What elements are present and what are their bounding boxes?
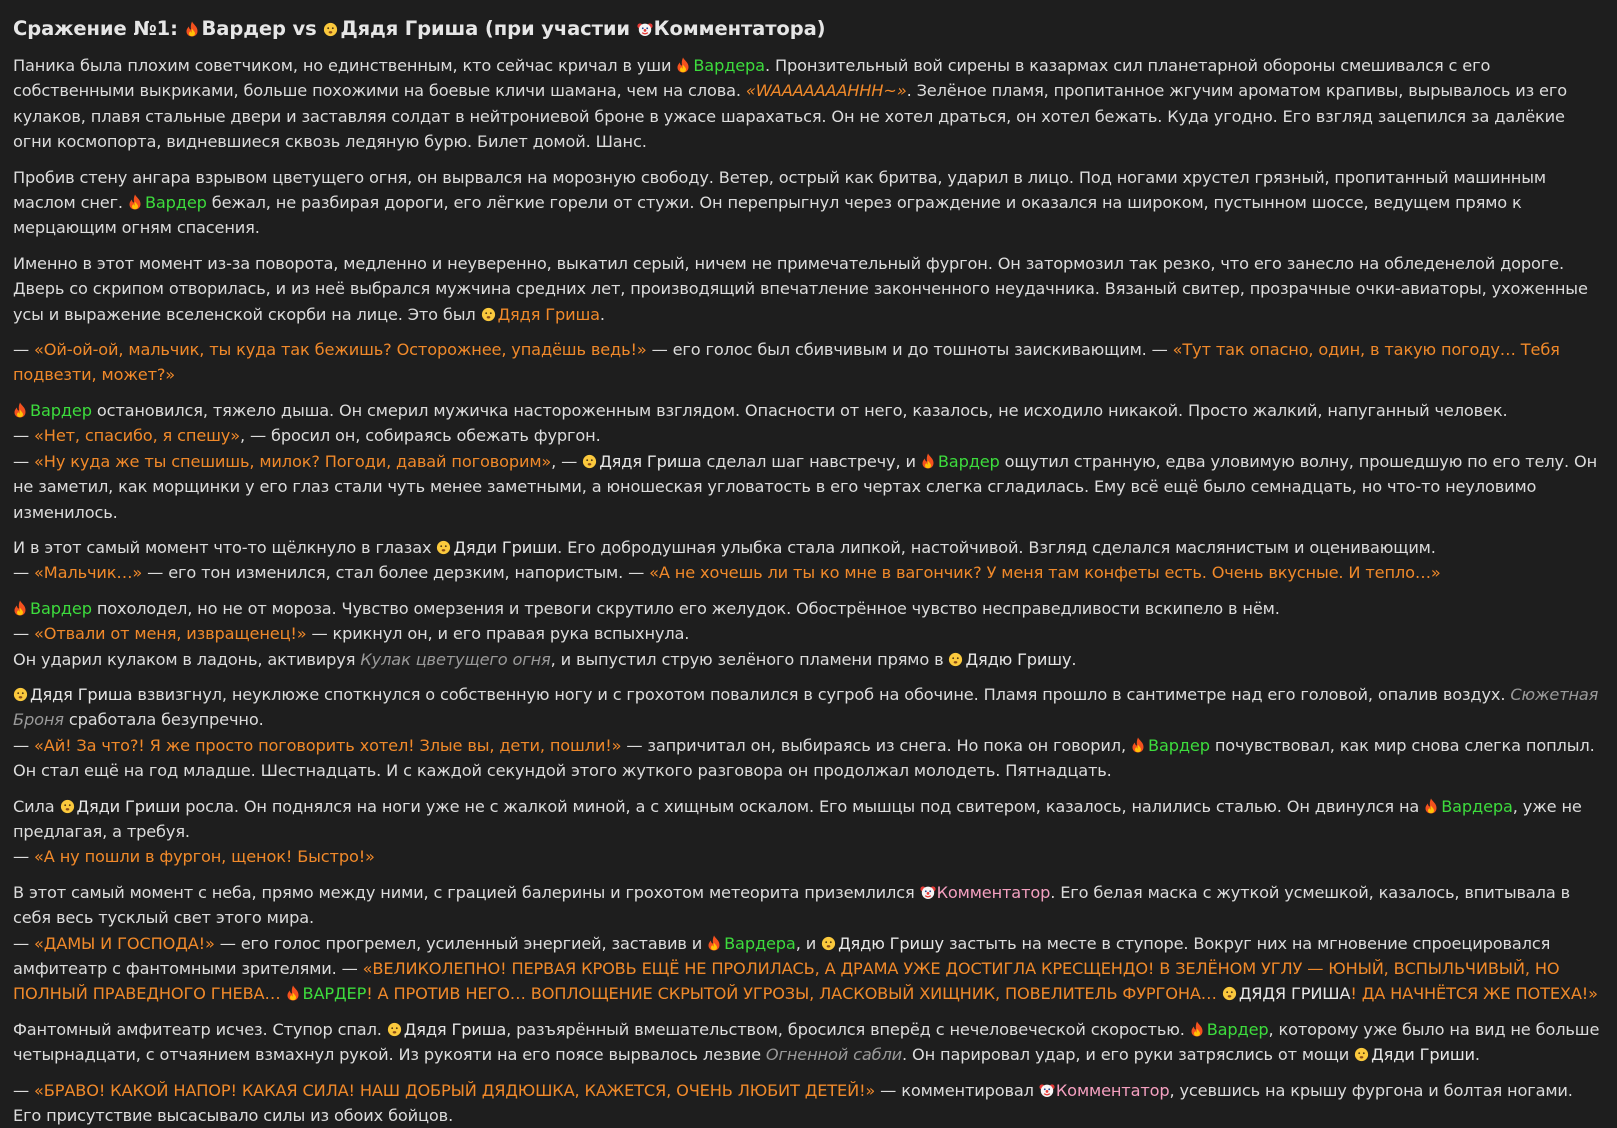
text-segment: взвизгнул, неуклюже споткнулся о собственную ногу и с грохотом повалился в сугроб на обочине. Пламя прошло в сантиметре над его головой, опалив воздух. xyxy=(132,684,1511,704)
text-line xyxy=(13,931,1603,1007)
text-segment: — крикнул он, и его правая рука вспыхнула. xyxy=(306,624,690,644)
fire-icon xyxy=(128,194,142,210)
speech: «БРАВО! КАКОЙ НАПОР! КАКАЯ СИЛА! НАШ ДОБРЫЙ ДЯДЮШКА, КАЖЕТСЯ, ОЧЕНЬ ЛЮБИТ ДЕТЕЙ!» xyxy=(34,1080,876,1100)
paragraph-12 xyxy=(13,1078,1603,1128)
text-segment: . Его белая маска с жуткой усмешкой, казалось, впитывала в себя весь тусклый свет этого мира. xyxy=(13,882,1570,928)
speech: «Ай! За что?! Я же просто поговорить хотел! Злые вы, дети, пошли!» xyxy=(34,735,622,755)
paragraph-3 xyxy=(13,251,1603,327)
text-line xyxy=(13,398,1603,423)
text-segment: , и xyxy=(795,933,822,953)
character-grisha: Дяди Гриши xyxy=(1371,1045,1475,1065)
fire-icon xyxy=(707,935,721,951)
speech: «Нет, спасибо, я спешу» xyxy=(34,426,240,446)
text-segment: (при участии xyxy=(478,17,637,40)
text-segment: И в этот самый момент что-то щёлкнуло в глазах xyxy=(13,537,437,557)
text-segment: , разъярённый вмешательством, бросился вперёд с нечеловеческой скоростью. xyxy=(506,1019,1190,1039)
text-line xyxy=(13,880,1603,931)
character-grisha: Дяди Гриши xyxy=(453,537,558,557)
text-line xyxy=(13,449,1603,525)
text-segment: . Зелёное пламя, пропитанное жгучим ароматом крапивы, вырывалось из его кулаков, плавя стальные двери и заставляя солдат в нейтрониевой броне в ужасе шарахаться. Он не хотел драться, он хотел бежать. Куда угодно. Его взгляд зацепился за далёкие огни космопорта, видневшиеся сквозь ледяную бурю. Билет домой. Шанс. xyxy=(13,81,1567,152)
text-segment: — xyxy=(13,563,35,583)
text-segment: . xyxy=(1071,649,1077,669)
text-segment: Пробив стену ангара взрывом цветущего огня, он вырвался на морозную свободу. Ветер, острый как бритва, ударил в лицо. Под ногами хрустел грязный, пропитанный машинным маслом снег. xyxy=(13,167,1546,213)
skill-name: Огненной сабли xyxy=(765,1045,903,1065)
speech: «ДАМЫ И ГОСПОДА!» xyxy=(34,933,215,953)
page-title xyxy=(13,14,1603,44)
text-segment: , усевшись на крышу фургона и болтая ногами. Его присутствие высасывало силы из обоих бойцов. xyxy=(13,1080,1573,1126)
text-segment: — xyxy=(13,847,35,867)
text-segment: застыть на месте в ступоре. Вокруг них на мгновение спроецировался амфитеатр с фантомными зрителями. — xyxy=(13,933,1551,978)
neutral-face-icon xyxy=(1222,985,1236,1001)
text-segment: , — бросил он, собираясь обежать фургон. xyxy=(239,426,601,446)
text-line xyxy=(13,560,1603,585)
text-segment: Комментатора xyxy=(653,17,817,40)
text-segment: vs xyxy=(285,17,324,40)
text-segment: — его тон изменился, стал более дерзким, напористым. — xyxy=(142,563,650,583)
text-segment: — запричитал он, выбираясь из снега. Но пока он говорил, xyxy=(621,735,1131,755)
text-segment: Паника была плохим советчиком, но единственным, кто сейчас кричал в уши xyxy=(13,56,677,75)
text-line xyxy=(13,423,1603,448)
character-grisha: Дядя Гриша xyxy=(30,684,133,704)
character-vardar: Вардера xyxy=(693,56,765,75)
paragraph-10 xyxy=(13,880,1603,1007)
text-segment: — его голос прогремел, усиленный энергией, заставив и xyxy=(214,933,708,953)
clown-face-icon xyxy=(920,884,934,900)
paragraph-7 xyxy=(13,596,1603,672)
character-vardar: ВАРДЕР xyxy=(302,984,367,1004)
character-grisha: Дядю Гришу xyxy=(838,933,944,953)
text-segment: — xyxy=(13,1080,35,1100)
text-segment: росла. Он поднялся на ноги уже не с жалкой миной, а с хищным оскалом. Его мышцы под свитером, казалось, налились сталью. Он двинулся на xyxy=(180,796,1425,816)
battle-cry: «WAAAAAAAHHH~» xyxy=(745,81,907,101)
character-vardar: Вардер xyxy=(144,193,207,213)
text-segment: — xyxy=(13,451,35,471)
text-line xyxy=(13,844,1603,869)
neutral-face-icon xyxy=(323,21,337,37)
text-segment: Фантомный амфитеатр исчез. Ступор спал. xyxy=(13,1019,387,1039)
speech: «Мальчик…» xyxy=(34,563,143,583)
speech: «Тут так опасно, один, в такую погоду… Тебя подвезти, может?» xyxy=(13,340,1560,385)
neutral-face-icon xyxy=(1354,1046,1368,1062)
text-segment: похолодел, но не от мороза. Чувство омерзения и тревоги скрутило его желудок. Обострённое чувство несправедливости вскипело в нём. xyxy=(91,598,1280,618)
fire-icon xyxy=(13,600,27,616)
fire-icon xyxy=(1190,1021,1204,1037)
paragraph-8 xyxy=(13,682,1603,784)
text-segment: — его голос был сбивчивым и до тошноты заискивающим. — xyxy=(646,340,1173,360)
speech: «А ну пошли в фургон, щенок! Быстро!» xyxy=(34,847,375,867)
fire-icon xyxy=(921,453,935,469)
clown-face-icon xyxy=(1039,1082,1053,1098)
text-segment: . xyxy=(1474,1045,1480,1065)
text-segment: бежал, не разбирая дороги, его лёгкие горели от стужи. Он перепрыгнул через ограждение и оказался на широком, пустынном шоссе, ведущем прямо к мерцающим огням спасения. xyxy=(13,193,1522,238)
text-line xyxy=(13,535,1603,560)
paragraph-1 xyxy=(13,53,1603,155)
paragraph-11 xyxy=(13,1017,1603,1068)
fire-icon xyxy=(13,402,27,418)
skill-name: Сюжетная Броня xyxy=(13,684,1599,730)
paragraph-2 xyxy=(13,165,1603,241)
text-segment: . Его добродушная улыбка стала липкой, настойчивой. Взгляд сделался маслянистым и оценивающим. xyxy=(557,537,1436,557)
text-segment: , — xyxy=(551,451,583,471)
character-vardar: Вардер xyxy=(30,598,92,618)
character-vardar: Вардер xyxy=(30,400,92,420)
text-line xyxy=(13,682,1603,733)
text-segment: , которому уже было на вид не больше четырнадцати, с отчаянием взмахнул рукой. Из рукояти на его поясе вырвалось лезвие xyxy=(13,1019,1600,1065)
fire-icon xyxy=(676,57,690,73)
text-segment: . Он парировал удар, и его руки затряслись от мощи xyxy=(902,1045,1355,1065)
text-segment: — xyxy=(13,340,35,360)
text-segment: — xyxy=(13,624,35,644)
text-segment: — xyxy=(13,933,35,953)
speech: «А не хочешь ли ты ко мне в вагончик? У меня там конфеты есть. Очень вкусные. И тепло…» xyxy=(649,563,1441,583)
text-line xyxy=(13,733,1603,784)
speech: «Ну куда же ты спешишь, милок? Погоди, давай поговорим» xyxy=(34,451,552,471)
paragraph-9 xyxy=(13,794,1603,870)
text-line xyxy=(13,647,1603,672)
text-segment: В этот самый момент с неба, прямо между ними, с грацией балерины и грохотом метеорита приземлился xyxy=(13,882,920,902)
paragraph-4 xyxy=(13,337,1603,388)
text-segment: Вардер xyxy=(201,17,286,40)
text-line xyxy=(13,794,1603,845)
character-vardar: Вардер xyxy=(937,451,1000,471)
character-grisha: Дядю Гришу xyxy=(965,649,1072,669)
character-grisha: Дяди Гриши xyxy=(76,796,181,816)
text-segment: . Пронзительный вой сирены в казармах сил планетарной обороны смешивался с его собственными выкриками, больше похожими на боевые кличи шамана, чем на слова. xyxy=(13,56,1491,101)
neutral-face-icon xyxy=(387,1021,401,1037)
text-segment: , уже не предлагая, а требуя. xyxy=(13,796,1582,841)
text-segment: Сила xyxy=(13,796,60,816)
neutral-face-icon xyxy=(13,686,27,702)
paragraph-6 xyxy=(13,535,1603,586)
text-line xyxy=(13,596,1603,621)
character-vardar: Вардера xyxy=(724,933,796,953)
text-segment: Дядя Гриша xyxy=(340,17,479,40)
character-vardar: Вардер xyxy=(1148,735,1210,755)
skill-name: Кулак цветущего огня xyxy=(360,649,551,669)
neutral-face-icon xyxy=(948,651,962,667)
text-segment: сделал шаг навстречу, и xyxy=(701,451,921,471)
text-segment: Именно в этот момент из-за поворота, медленно и неуверенно, выкатил серый, ничем не примечательный фургон. Он затормозил так резко, что его занесло на обледенелой дороге. Дверь со скрипом отворилась, и из неё выбрался мужчина средних лет, производящий впечатление законченного неудачника. Вязаный свитер, прозрачные очки-авиаторы, ухоженные усы и выражение вселенской скорби на лице. Это был xyxy=(13,253,1588,324)
character-grisha: ДЯДЯ ГРИША xyxy=(1238,984,1351,1004)
character-vardar: Вардер xyxy=(1206,1019,1269,1039)
character-grisha: Дядя Гриша xyxy=(599,451,702,471)
text-segment: — комментировал xyxy=(875,1080,1039,1100)
speech: ! ДА НАЧНЁТСЯ ЖЕ ПОТЕХА!» xyxy=(1350,984,1598,1004)
text-segment: остановился, тяжело дыша. Он смерил мужичка настороженным взглядом. Опасности от него, казалось, не исходило никакой. Просто жалкий, напуганный человек. xyxy=(91,400,1508,420)
neutral-face-icon xyxy=(436,539,450,555)
character-commentator: Комментатор xyxy=(936,882,1051,902)
text-segment: — xyxy=(13,426,35,446)
character-commentator: Комментатор xyxy=(1055,1080,1170,1100)
speech: ! А ПРОТИВ НЕГО… ВОПЛОЩЕНИЕ СКРЫТОЙ УГРОЗЫ, ЛАСКОВЫЙ ХИЩНИК, ПОВЕЛИТЕЛЬ ФУРГОНА… xyxy=(366,984,1222,1004)
text-segment: сработала безупречно. xyxy=(63,710,264,730)
character-vardar: Вардера xyxy=(1441,796,1513,816)
text-segment: ощутил странную, едва уловимую волну, прошедшую по его телу. Он не заметил, как морщинки у его глаз стали чуть менее заметными, а юношеская угловатость в его чертах слегка сгладилась. Ему всё ещё было семнадцать, но что-то неуловимо изменилось. xyxy=(13,451,1598,522)
speech: «Ой-ой-ой, мальчик, ты куда так бежишь? Осторожнее, упадёшь ведь!» xyxy=(34,340,647,360)
fire-icon xyxy=(286,985,300,1001)
text-line xyxy=(13,621,1603,646)
speech: «Отвали от меня, извращенец!» xyxy=(34,624,307,644)
fire-icon xyxy=(1424,798,1438,814)
text-segment: Он ударил кулаком в ладонь, активируя xyxy=(13,649,361,669)
text-segment: ) xyxy=(816,17,826,40)
text-segment: — xyxy=(13,735,35,755)
text-segment: . xyxy=(599,304,605,324)
paragraph-5 xyxy=(13,398,1603,525)
character-grisha: Дядя Гриша xyxy=(403,1019,507,1039)
character-grisha: Дядя Гриша xyxy=(497,304,600,324)
neutral-face-icon xyxy=(582,453,596,469)
neutral-face-icon xyxy=(821,935,835,951)
fire-icon xyxy=(1131,737,1145,753)
text-segment: , и выпустил струю зелёного пламени прямо в xyxy=(550,649,949,669)
neutral-face-icon xyxy=(60,798,74,814)
text-segment: почувствовал, как мир снова слегка поплыл. Он стал ещё на год младше. Шестнадцать. И с каждой секундой этого жуткого разговора он продолжал молодеть. Пятнадцать. xyxy=(13,735,1595,781)
speech: «ВЕЛИКОЛЕПНО! ПЕРВАЯ КРОВЬ ЕЩЁ НЕ ПРОЛИЛАСЬ, А ДРАМА УЖЕ ДОСТИГЛА КРЕСЩЕНДО! В ЗЕЛЁНОМ УГЛУ — ЮНЫЙ, ВСПЫЛЬЧИВЫЙ, НО ПОЛНЫЙ ПРАВЕДНОГО ГНЕВА… xyxy=(13,959,1560,1004)
clown-face-icon xyxy=(637,21,651,37)
fire-icon xyxy=(185,21,199,37)
neutral-face-icon xyxy=(481,306,495,322)
text-segment: Сражение №1: xyxy=(13,17,185,40)
